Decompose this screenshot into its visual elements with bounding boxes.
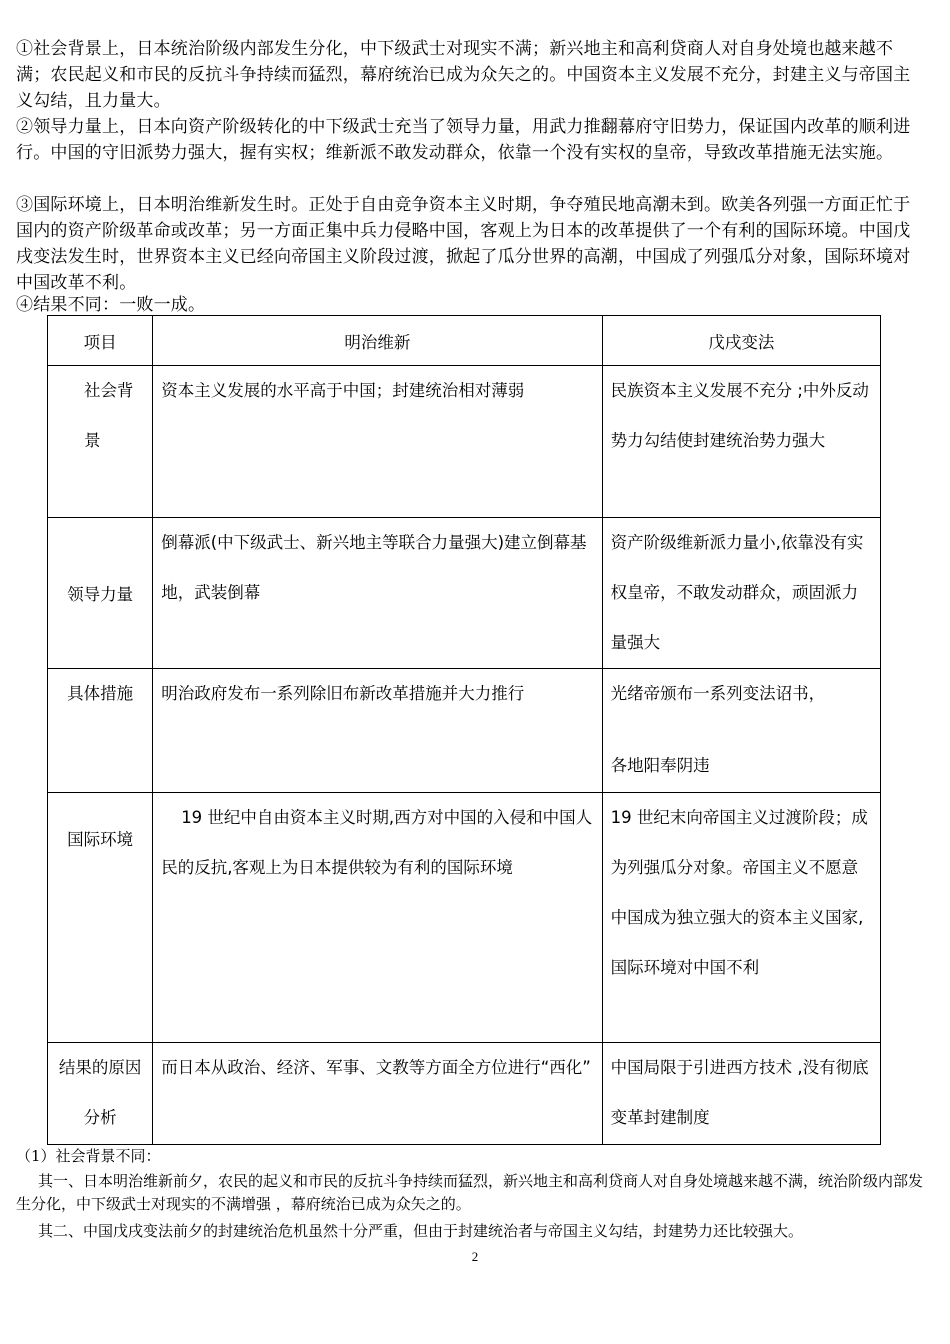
row-meiji-cell: 而日本从政治、经济、军事、文教等方面全方位进行“西化” [153, 1043, 602, 1145]
header-item: 项目 [48, 316, 153, 366]
footer-heading: （1）社会背景不同： [16, 1147, 161, 1165]
comparison-table [47, 315, 881, 1145]
row-wuxu-cell: 资产阶级维新派力量小,依靠没有实权皇帝，不敢发动群众，顽固派力量强大 [602, 518, 880, 669]
paragraph-social-background: ①社会背景上，日本统治阶级内部发生分化，中下级武士对现实不满；新兴地主和高利贷商人对自身处境也越来越不满；农民起义和市民的反抗斗争持续而猛烈，幕府统治已成为众矢之的。中国资本主义发展不充分，封建主义与帝国主义勾结，且力量大。 [16, 39, 911, 111]
row-label: 领导力量 [48, 518, 153, 669]
header-wuxu: 戊戌变法 [602, 316, 880, 366]
table-row [48, 366, 881, 518]
row-wuxu-cell: 民族资本主义发展不充分 ;中外反动势力勾结使封建统治势力强大 [602, 366, 880, 518]
footer-paragraph-1: 其一、日本明治维新前夕，农民的起义和市民的反抗斗争持续而猛烈，新兴地主和高利贷商人对自身处境越来越不满，统治阶级内部发生分化，中下级武士对现实的不满增强 ，幕府统治已成为众矢之的。 [16, 1172, 924, 1213]
paragraph-result: ④结果不同：一败一成。 [16, 295, 206, 315]
row-label: 结果的原因分析 [48, 1043, 153, 1145]
table-row [48, 518, 881, 669]
row-label: 具体措施 [48, 669, 153, 793]
table-row [48, 1043, 881, 1145]
wuxu-measure-line-2: 各地阳奉阴违 [610, 756, 710, 775]
table-header-row [48, 316, 881, 366]
row-label: 国际环境 [48, 793, 153, 1043]
row-meiji-cell: 倒幕派(中下级武士、新兴地主等联合力量强大)建立倒幕基地，武装倒幕 [153, 518, 602, 669]
header-meiji: 明治维新 [153, 316, 602, 366]
row-meiji-cell: 19 世纪中自由资本主义时期,西方对中国的入侵和中国人民的反抗,客观上为日本提供较为有利的国际环境 [153, 793, 602, 1043]
table-row [48, 793, 881, 1043]
wuxu-measure-line-1: 光绪帝颁布一系列变法诏书， [610, 684, 826, 703]
row-meiji-cell: 资本主义发展的水平高于中国；封建统治相对薄弱 [153, 366, 602, 518]
row-label: 社会背景 [48, 366, 153, 518]
row-wuxu-cell [602, 669, 880, 793]
paragraph-leadership: ②领导力量上，日本向资产阶级转化的中下级武士充当了领导力量，用武力推翻幕府守旧势力，保证国内改革的顺利进行。中国的守旧派势力强大，握有实权；维新派不敢发动群众，依靠一个没有实权的皇帝，导致改革措施无法实施。 [16, 117, 911, 163]
row-wuxu-cell: 中国局限于引进西方技术 ,没有彻底变革封建制度 [602, 1043, 880, 1145]
page-number: 2 [471, 1249, 479, 1264]
row-meiji-cell: 明治政府发布一系列除旧布新改革措施并大力推行 [153, 669, 602, 793]
table-row [48, 669, 881, 793]
row-wuxu-cell: 19 世纪末向帝国主义过渡阶段；成为列强瓜分对象。帝国主义不愿意中国成为独立强大的资本主义国家,国际环境对中国不利 [602, 793, 880, 1043]
paragraph-international-environment: ③国际环境上，日本明治维新发生时。正处于自由竞争资本主义时期，争夺殖民地高潮未到。欧美各列强一方面正忙于国内的资产阶级革命或改革；另一方面正集中兵力侵略中国，客观上为日本的改革提供了一个有利的国际环境。中国戊戌变法发生时，世界资本主义已经向帝国主义阶段过渡，掀起了瓜分世界的高潮，中国成了列强瓜分对象，国际环境对中国改革不利。 [16, 195, 911, 293]
footer-paragraph-2: 其二、中国戊戌变法前夕的封建统治危机虽然十分严重，但由于封建统治者与帝国主义勾结，封建势力还比较强大。 [38, 1222, 804, 1240]
